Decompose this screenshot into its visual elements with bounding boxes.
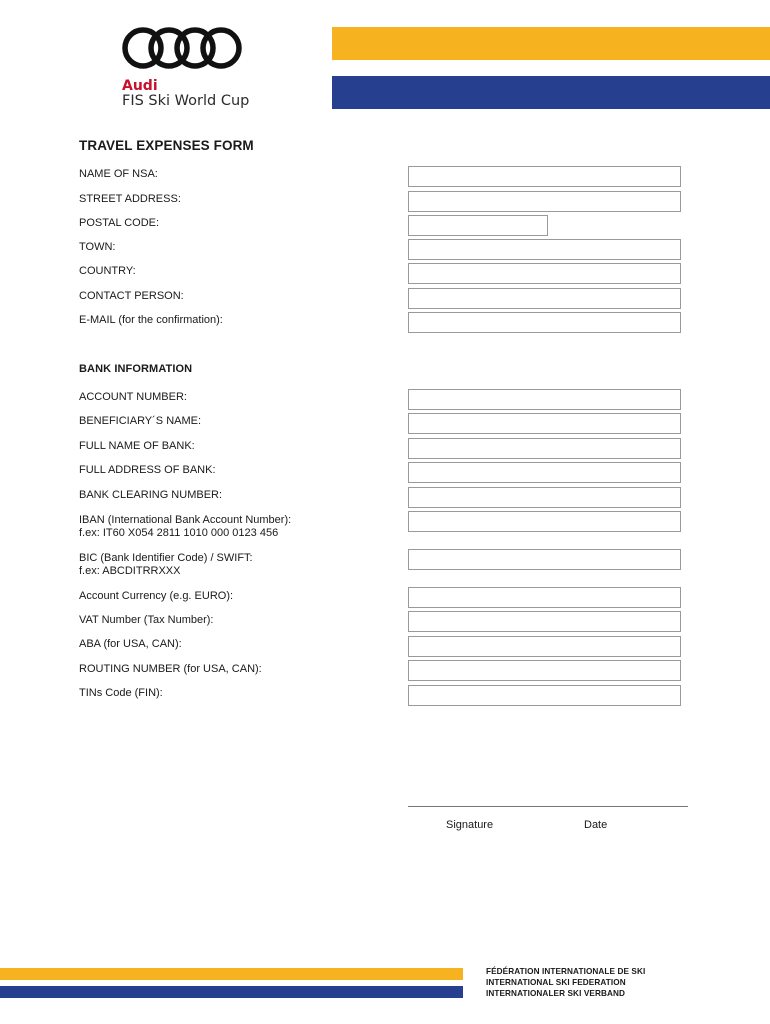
event-name: FIS Ski World Cup xyxy=(122,93,250,109)
label-contact-person: CONTACT PERSON: xyxy=(79,290,184,302)
label-bank-name: FULL NAME OF BANK: xyxy=(79,440,195,452)
label-bic-swift: BIC (Bank Identifier Code) / SWIFT: xyxy=(79,552,253,564)
signature-label: Signature xyxy=(446,819,494,831)
nsa-name-field[interactable] xyxy=(408,166,681,187)
aba-field[interactable] xyxy=(408,636,681,657)
label-vat-number: VAT Number (Tax Number): xyxy=(79,614,214,626)
town-field[interactable] xyxy=(408,239,681,260)
label-postal-code: POSTAL CODE: xyxy=(79,217,160,229)
contact-person-field[interactable] xyxy=(408,288,681,309)
label-bank-clearing-number: BANK CLEARING NUMBER: xyxy=(79,489,223,501)
audi-rings-icon xyxy=(118,26,248,72)
bank-clearing-number-field[interactable] xyxy=(408,487,681,508)
signature-line[interactable] xyxy=(408,806,688,807)
label-account-number: ACCOUNT NUMBER: xyxy=(79,391,187,403)
vat-number-field[interactable] xyxy=(408,611,681,632)
federation-name-de: INTERNATIONALER SKI VERBAND xyxy=(486,989,626,998)
street-address-field[interactable] xyxy=(408,191,681,212)
email-field[interactable] xyxy=(408,312,681,333)
label-aba: ABA (for USA, CAN): xyxy=(79,638,182,650)
bic-swift-field[interactable] xyxy=(408,549,681,570)
label-beneficiary-name: BENEFICIARY´S NAME: xyxy=(79,415,202,427)
bic-example: f.ex: ABCDITRRXXX xyxy=(79,565,181,577)
account-number-field[interactable] xyxy=(408,389,681,410)
header-yellow-band xyxy=(332,27,770,60)
bank-address-field[interactable] xyxy=(408,462,681,483)
federation-name-en: INTERNATIONAL SKI FEDERATION xyxy=(486,978,626,987)
label-email: E-MAIL (for the confirmation): xyxy=(79,314,223,326)
footer-blue-band xyxy=(0,986,463,998)
audi-logo xyxy=(112,26,292,112)
postal-code-field[interactable] xyxy=(408,215,548,236)
header-blue-band xyxy=(332,76,770,109)
federation-name-fr: FÉDÉRATION INTERNATIONALE DE SKI xyxy=(486,967,646,976)
brand-name: Audi xyxy=(122,78,158,94)
label-country: COUNTRY: xyxy=(79,265,136,277)
label-tins-code: TINs Code (FIN): xyxy=(79,687,163,699)
bank-name-field[interactable] xyxy=(408,438,681,459)
label-iban: IBAN (International Bank Account Number): xyxy=(79,514,292,526)
tins-code-field[interactable] xyxy=(408,685,681,706)
label-nsa-name: NAME OF NSA: xyxy=(79,168,158,180)
beneficiary-name-field[interactable] xyxy=(408,413,681,434)
footer-yellow-band xyxy=(0,968,463,980)
date-label: Date xyxy=(584,819,608,831)
account-currency-field[interactable] xyxy=(408,587,681,608)
iban-field[interactable] xyxy=(408,511,681,532)
label-routing-number: ROUTING NUMBER (for USA, CAN): xyxy=(79,663,262,675)
label-account-currency: Account Currency (e.g. EURO): xyxy=(79,590,234,602)
label-street-address: STREET ADDRESS: xyxy=(79,193,181,205)
iban-example: f.ex: IT60 X054 2811 1010 000 0123 456 xyxy=(79,527,279,539)
label-bank-address: FULL ADDRESS OF BANK: xyxy=(79,464,216,476)
routing-number-field[interactable] xyxy=(408,660,681,681)
country-field[interactable] xyxy=(408,263,681,284)
label-town: TOWN: xyxy=(79,241,116,253)
bank-section-title: BANK INFORMATION xyxy=(79,363,193,375)
form-title: TRAVEL EXPENSES FORM xyxy=(79,138,254,153)
